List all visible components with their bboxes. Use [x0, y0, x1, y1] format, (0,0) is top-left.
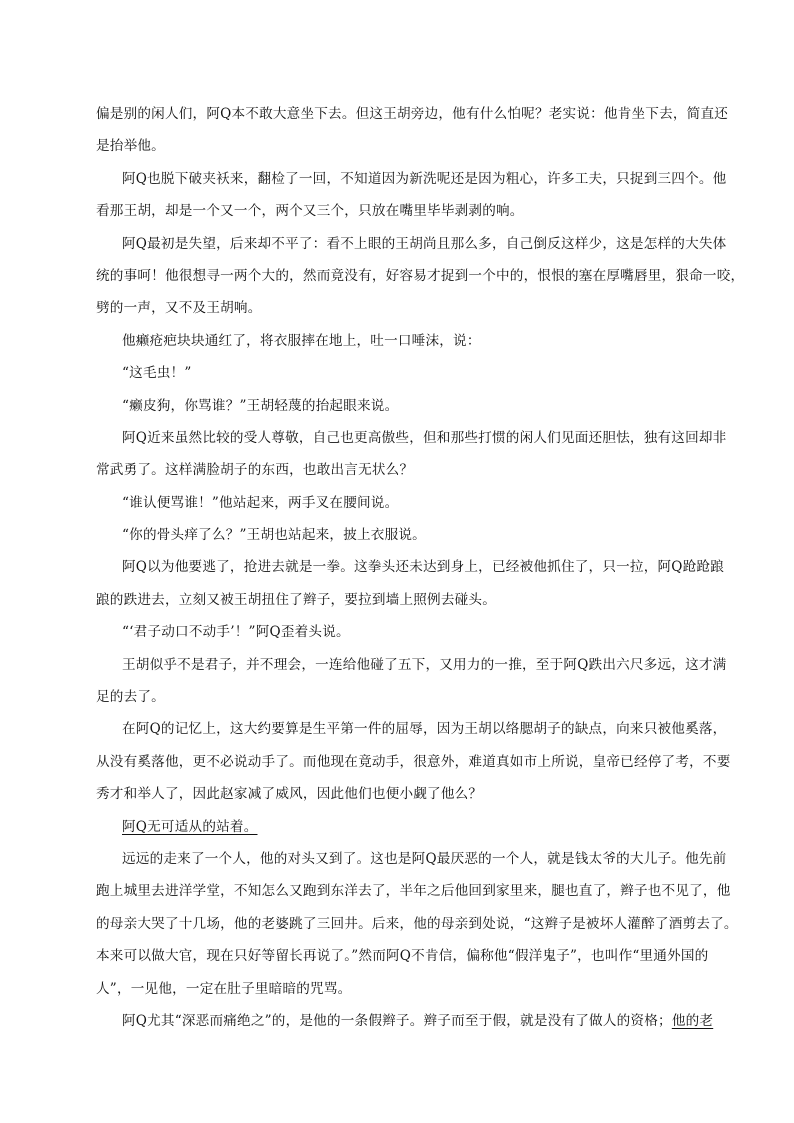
- text-line: 阿Q最初是失望，后来却不平了：看不上眼的王胡尚且那么多，自己倒反这样少，这是怎样的大失体: [122, 235, 727, 252]
- text-line: 统的事呵！他很想寻一两个大的，然而竟没有，好容易才捉到一个中的，恨恨的塞在厚嘴唇里，狠命一咬，: [96, 267, 745, 284]
- text-line: 从没有奚落他，更不必说动手了。而他现在竟动手，很意外，难道真如市上所说，皇帝已经停了考，不要: [96, 753, 731, 770]
- text-line: 足的去了。: [96, 689, 165, 706]
- text-line: 劈的一声，又不及王胡响。: [96, 300, 262, 317]
- text-line: “你的骨头痒了么？”王胡也站起来，披上衣服说。: [122, 527, 426, 544]
- text-line: 在阿Q的记忆上，这大约要算是生平第一件的屈辱，因为王胡以络腮胡子的缺点，向来只被他奚落，: [122, 721, 727, 738]
- text-line: [96, 1005, 734, 1037]
- text-line: “这毛虫！”: [122, 365, 192, 382]
- underlined-text: 阿Q无可适从的站着。: [122, 818, 258, 835]
- text-line: 常武勇了。这样满脸胡子的东西，也敢出言无状么？: [96, 462, 414, 479]
- text-line: 跑上城里去进洋学堂，不知怎么又跑到东洋去了，半年之后他回到家里来，腿也直了，辫子也不见了，他: [96, 883, 731, 900]
- text-line: 是抬举他。: [96, 138, 165, 155]
- text-line: 阿Q也脱下破夹袄来，翻检了一回，不知道因为新洗呢还是因为粗心，许多工夫，只捉到三四个。他: [122, 170, 727, 187]
- text-line: 阿Q以为他要逃了，抢进去就是一拳。这拳头还未达到身上，已经被他抓住了，只一拉，阿Q跄跄踉: [122, 559, 725, 576]
- text-line: “癞皮狗，你骂谁？”王胡轻蔑的抬起眼来说。: [122, 397, 399, 414]
- text-line: 他癞疮疤块块通红了，将衣服摔在地上，吐一口唾沫，说：: [122, 332, 481, 349]
- text-segment: 阿Q尤其“深恶而痛绝之”的，是他的一条假辫子。辫子而至于假，就是没有了做人的资格；: [122, 1012, 672, 1029]
- text-line: 踉的跌进去，立刻又被王胡扭住了辫子，要拉到墙上照例去碰头。: [96, 591, 497, 608]
- text-line: 本来可以做大官，现在只好等留长再说了。”然而阿Q不肯信，偏称他“假洋鬼子”，也叫作“里通外国的: [96, 948, 709, 965]
- text-line: 偏是别的闲人们，阿Q本不敢大意坐下去。但这王胡旁边，他有什么怕呢？老实说：他肯坐下去，简直还: [96, 106, 729, 122]
- text-line: 远远的走来了一个人，他的对头又到了。这也是阿Q最厌恶的一个人，就是钱太爷的大儿子。他先前: [122, 850, 727, 867]
- text-line: “‘君子动口不动手’！”阿Q歪着头说。: [122, 624, 350, 641]
- text-line: 看那王胡，却是一个又一个，两个又三个，只放在嘴里毕毕剥剥的响。: [96, 203, 524, 220]
- text-line: 秀才和举人了，因此赵家减了威风，因此他们也便小觑了他么？: [96, 786, 483, 803]
- text-line: 阿Q近来虽然比较的受人尊敬，自己也更高傲些，但和那些打惯的闲人们见面还胆怯，独有这回却非: [122, 429, 727, 446]
- text-line: 人”，一见他，一定在肚子里暗暗的咒骂。: [96, 980, 352, 997]
- text-line: [96, 811, 734, 843]
- text-line: 的母亲大哭了十几场，他的老婆跳了三回井。后来，他的母亲到处说，“这辫子是被坏人灌醉了酒剪去了。: [96, 915, 738, 932]
- underlined-text: 他的老: [671, 1012, 714, 1029]
- text-line: 王胡似乎不是君子，并不理会，一连给他碰了五下，又用力的一推，至于阿Q跌出六尺多远，这才满: [122, 656, 727, 673]
- text-line: “谁认便骂谁！”他站起来，两手叉在腰间说。: [122, 494, 399, 511]
